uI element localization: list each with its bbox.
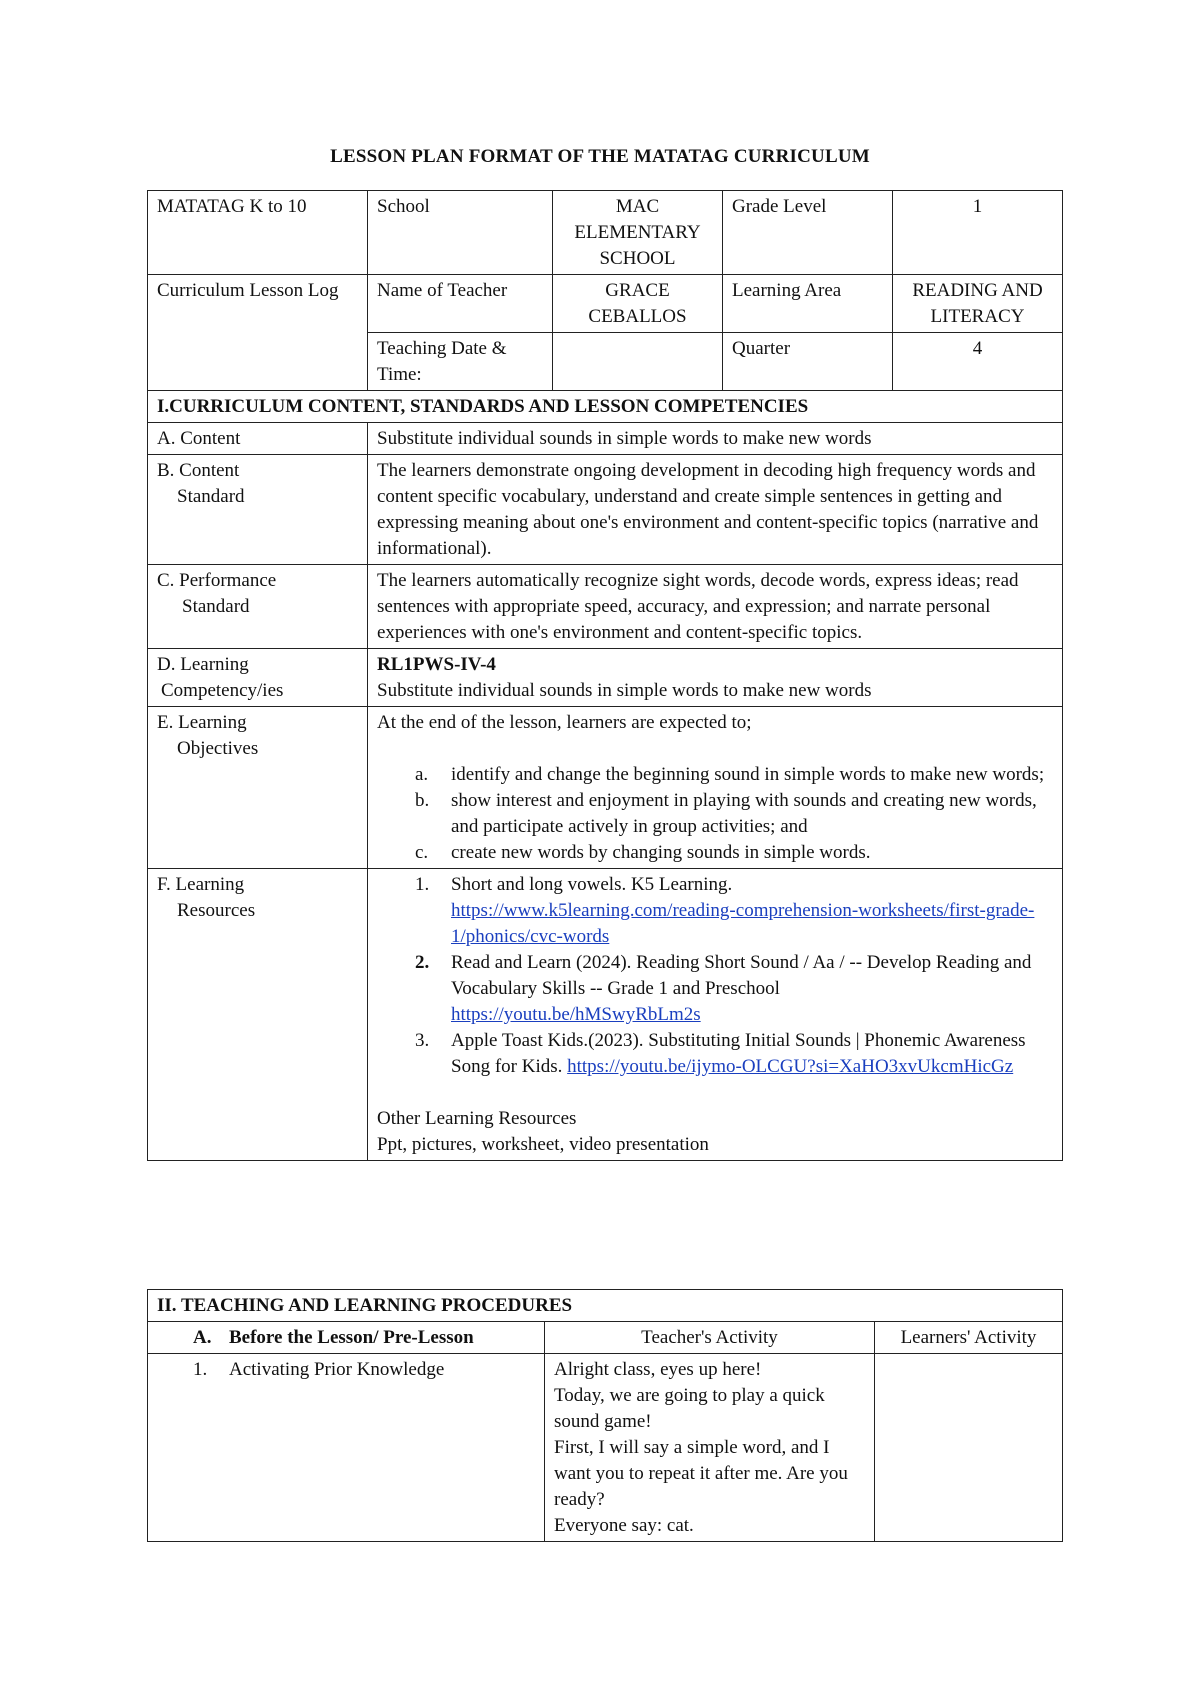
learning-competency-value: RL1PWS-IV-4 Substitute individual sounds in simple words to make new words <box>368 649 1063 707</box>
grade-level-label: Grade Level <box>723 191 893 275</box>
other-resources-label: Other Learning Resources <box>377 1108 577 1129</box>
learners-activity-header: Learners' Activity <box>875 1322 1063 1354</box>
teacher-activity-header: Teacher's Activity <box>545 1322 875 1354</box>
learning-objectives-label: E. Learning Objectives <box>148 707 368 869</box>
resources-list <box>377 872 1053 1080</box>
section-heading-row <box>148 391 1063 423</box>
teacher-value: GRACE CEBALLOS <box>553 275 723 333</box>
section-heading-row <box>148 1290 1063 1322</box>
resource-link[interactable]: https://www.k5learning.com/reading-comprehension-worksheets/first-grade-1/phonics/cvc-words <box>451 900 1035 947</box>
objectives-intro: At the end of the lesson, learners are expected to; <box>377 712 752 733</box>
teacher-label: Name of Teacher <box>368 275 553 333</box>
learning-resources-label: F. Learning Resources <box>148 869 368 1161</box>
school-value: MAC ELEMENTARY SCHOOL <box>553 191 723 275</box>
table-row <box>148 707 1063 869</box>
document-title: LESSON PLAN FORMAT OF THE MATATAG CURRICULUM <box>330 146 870 167</box>
table-row <box>148 1322 1063 1354</box>
content-standard-label: B. Content Standard <box>148 455 368 565</box>
lesson-log-label: Curriculum Lesson Log <box>148 275 368 391</box>
learning-area-label: Learning Area <box>723 275 893 333</box>
school-label: School <box>368 191 553 275</box>
list-item: 2. Read and Learn (2024). Reading Short Sound / Aa / -- Develop Reading and Vocabulary Skills -- Grade 1 and Preschool https://youtu.be/hMSwyRbLm2s <box>415 952 1032 1025</box>
learning-area-value: READING AND LITERACY <box>893 275 1063 333</box>
learning-objectives-value <box>368 707 1063 869</box>
teacher-activity-text: Alright class, eyes up here! Today, we are going to play a quick sound game! First, I will say a simple word, and I want you to repeat it after me. Are you ready? Everyone say: cat. <box>545 1354 875 1542</box>
list-item: a. identify and change the beginning sound in simple words to make new words; <box>415 764 1045 785</box>
learning-competency-label: D. Learning Competency/ies <box>148 649 368 707</box>
matatag-cell: MATATAG K to 10 <box>148 191 368 275</box>
curriculum-table <box>147 190 1063 1161</box>
section-2-heading: II. TEACHING AND LEARNING PROCEDURES <box>148 1290 1063 1322</box>
grade-level-value: 1 <box>893 191 1063 275</box>
performance-standard-value: The learners automatically recognize sight words, decode words, express ideas; read sentences with appropriate speed, accuracy, and expression; and narrate personal experiences with one's environment and content-specific topics. <box>368 565 1063 649</box>
other-resources-value: Ppt, pictures, worksheet, video presentation <box>377 1134 709 1155</box>
table-row <box>148 455 1063 565</box>
resource-link[interactable]: https://youtu.be/hMSwyRbLm2s <box>451 1004 701 1025</box>
learners-activity-text <box>875 1354 1063 1542</box>
table-row <box>148 423 1063 455</box>
list-item: 3. Apple Toast Kids.(2023). Substituting Initial Sounds | Phonemic Awareness Song for Kids. https://youtu.be/ijymo-OLCGU?si=XaHO3xvUkcmHicGz <box>415 1030 1026 1077</box>
teaching-date-label: Teaching Date & Time: <box>368 333 553 391</box>
procedures-table <box>147 1289 1063 1542</box>
competency-code: RL1PWS-IV-4 <box>377 654 496 675</box>
table-row <box>148 649 1063 707</box>
resource-link[interactable]: https://youtu.be/ijymo-OLCGU?si=XaHO3xvUkcmHicGz <box>567 1056 1014 1077</box>
list-item: 1. Short and long vowels. K5 Learning. https://www.k5learning.com/reading-comprehension-worksheets/first-grade-1/phonics/cvc-words <box>415 874 1035 947</box>
table-row <box>148 1354 1063 1542</box>
table-row <box>148 869 1063 1161</box>
before-lesson-label: A. Before the Lesson/ Pre-Lesson <box>148 1322 545 1354</box>
quarter-label: Quarter <box>723 333 893 391</box>
content-standard-value: The learners demonstrate ongoing development in decoding high frequency words and content specific vocabulary, understand and create simple sentences in getting and expressing meaning about one's environment and content-specific topics (narrative and informational). <box>368 455 1063 565</box>
performance-standard-label: C. Performance Standard <box>148 565 368 649</box>
section-1-heading: I.CURRICULUM CONTENT, STANDARDS AND LESSON COMPETENCIES <box>148 391 1063 423</box>
objectives-list <box>377 762 1053 866</box>
table-row <box>148 275 1063 333</box>
content-value: Substitute individual sounds in simple words to make new words <box>368 423 1063 455</box>
list-item: b. show interest and enjoyment in playing with sounds and creating new words, and participate actively in group activities; and <box>415 790 1037 837</box>
content-label: A. Content <box>148 423 368 455</box>
list-item: c. create new words by changing sounds in simple words. <box>415 842 871 863</box>
table-row <box>148 191 1063 275</box>
teaching-date-value <box>553 333 723 391</box>
quarter-value: 4 <box>893 333 1063 391</box>
learning-resources-value <box>368 869 1063 1161</box>
activating-knowledge-label: 1. Activating Prior Knowledge <box>148 1354 545 1542</box>
table-row <box>148 565 1063 649</box>
